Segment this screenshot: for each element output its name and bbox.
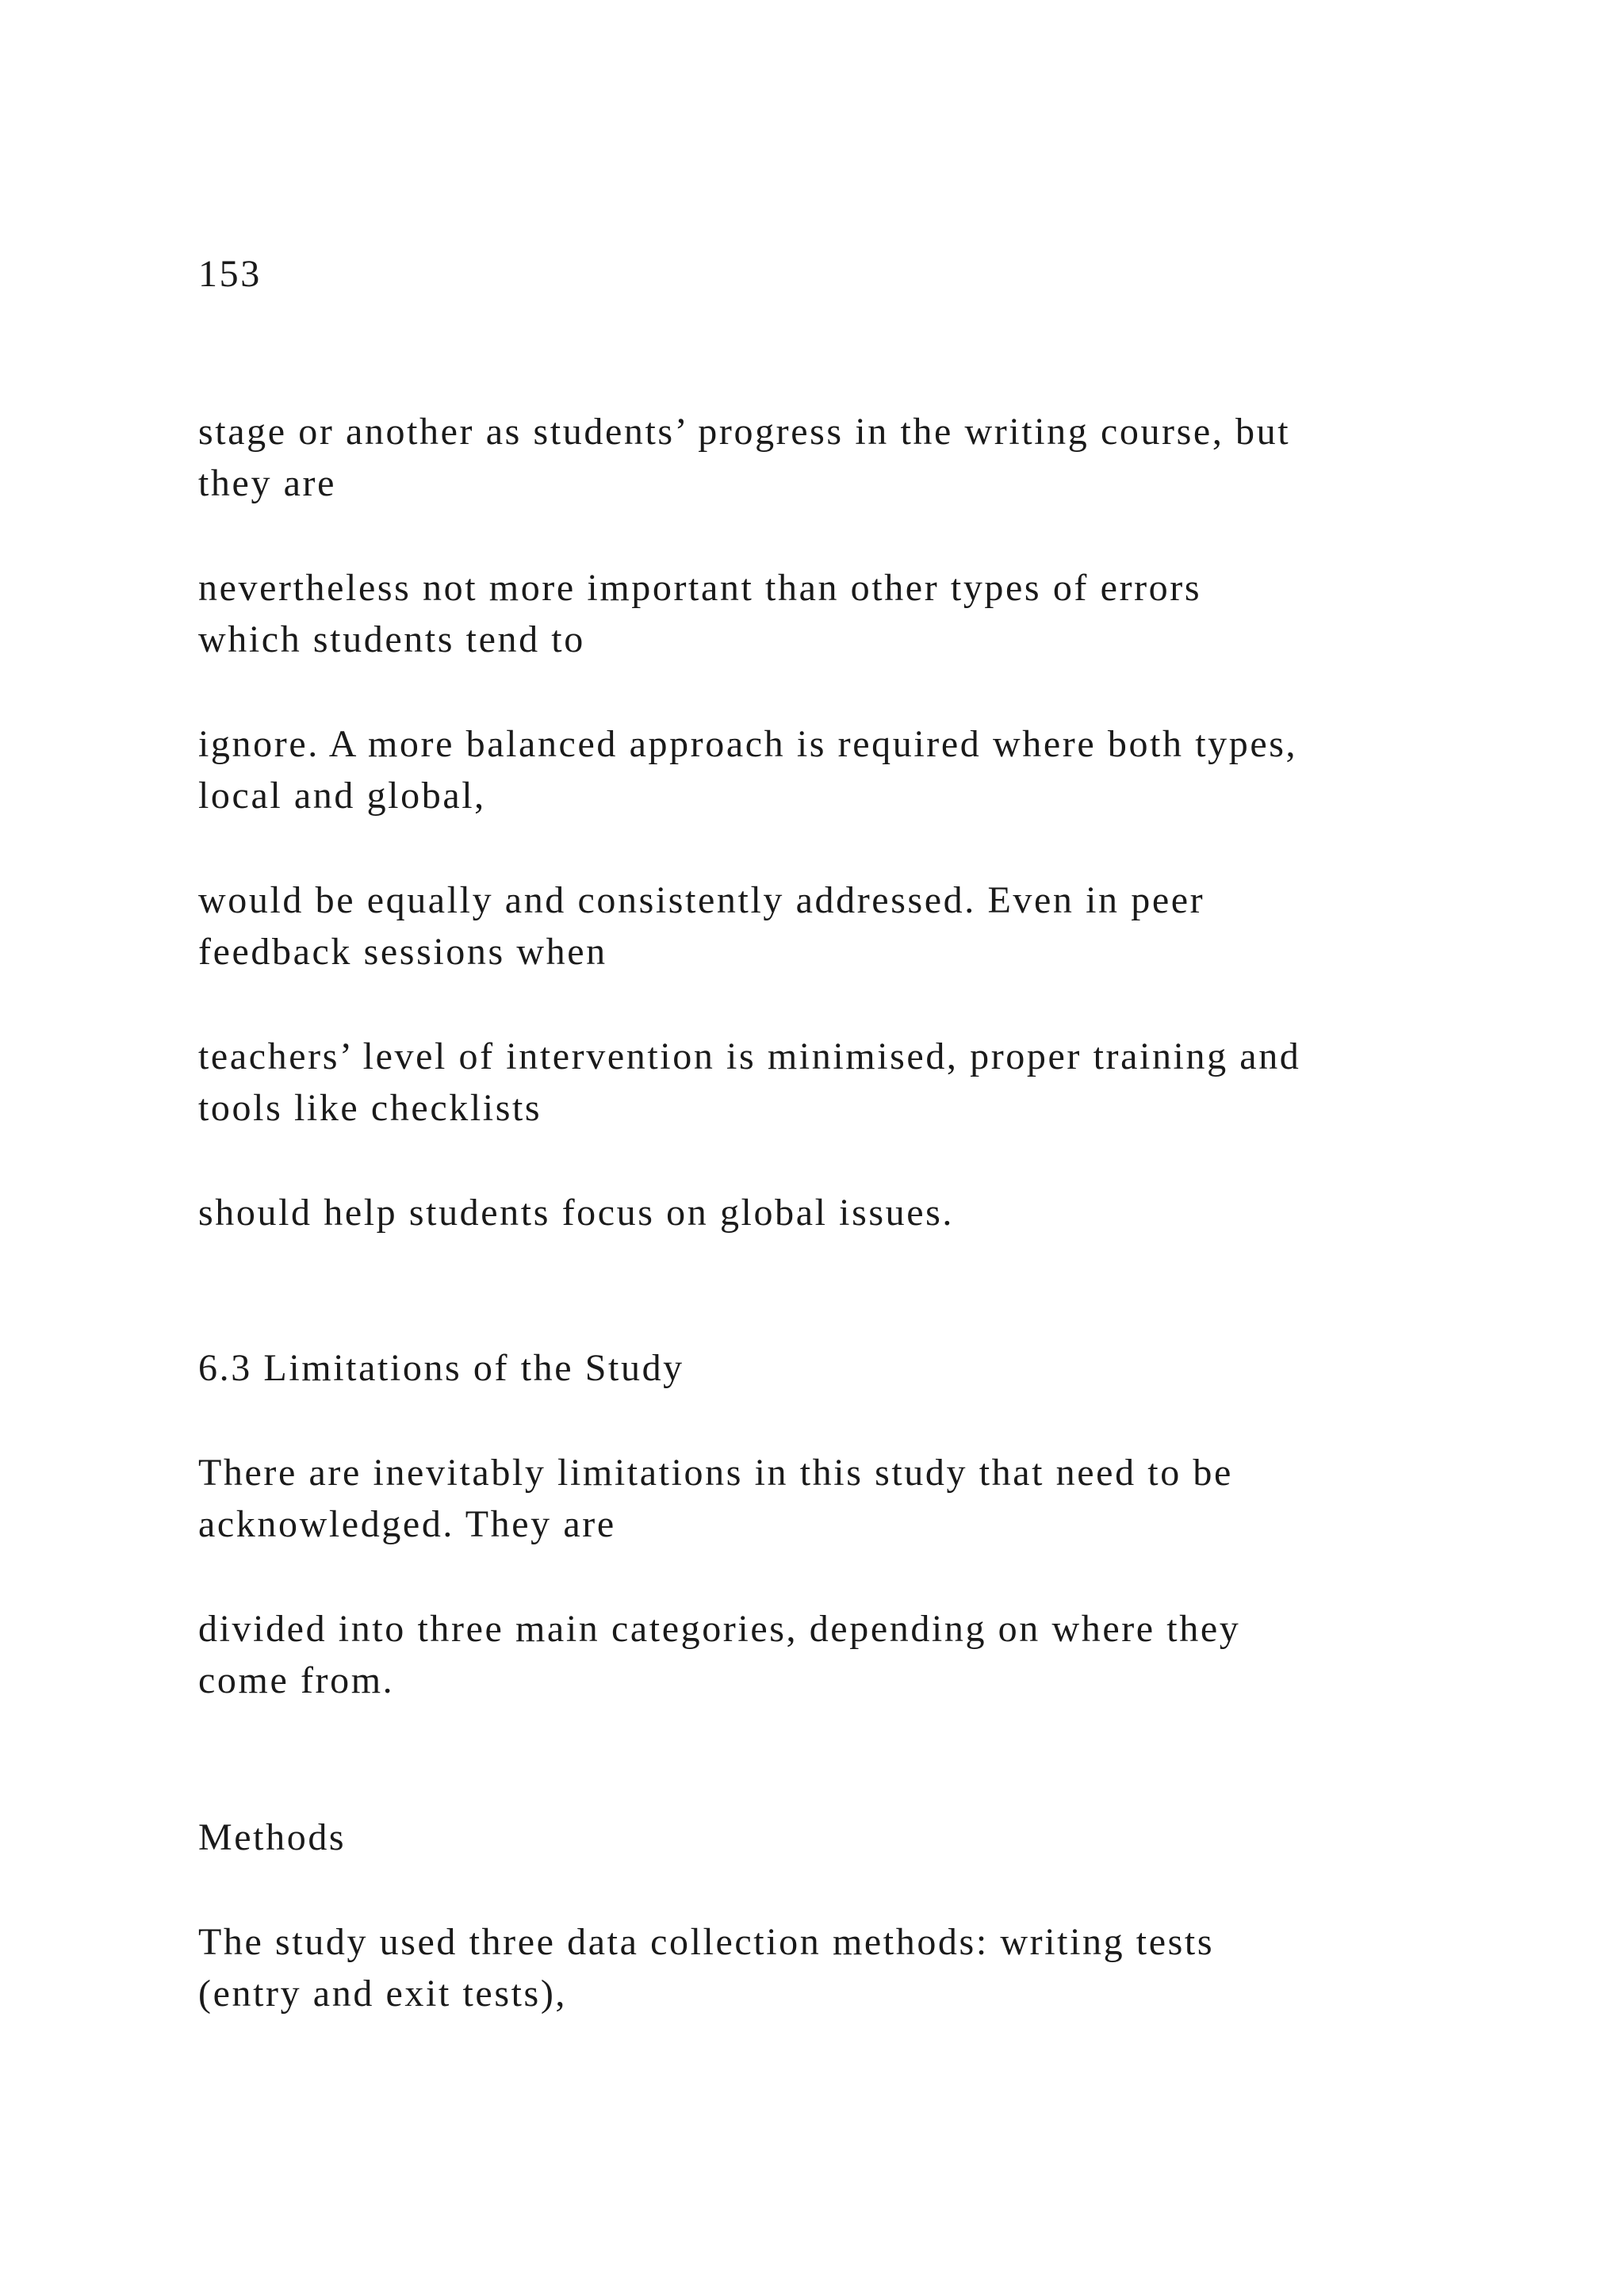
- section-heading: 6.3 Limitations of the Study: [198, 1347, 684, 1389]
- paragraph-line: should help students focus on global issues.: [198, 1192, 955, 1234]
- paragraph-line: stage or another as students’ progress in the writing course, but: [198, 411, 1291, 453]
- paragraph-line: would be equally and consistently addressed. Even in peer: [198, 879, 1205, 921]
- paragraph-line: local and global,: [198, 775, 486, 817]
- paragraph-line: There are inevitably limitations in this study that need to be: [198, 1452, 1233, 1494]
- paragraph-line: divided into three main categories, depending on where they: [198, 1608, 1241, 1650]
- page-number: 153: [198, 253, 262, 295]
- paragraph-line: ignore. A more balanced approach is required where both types,: [198, 723, 1298, 765]
- paragraph-line: which students tend to: [198, 618, 585, 660]
- subheading: Methods: [198, 1816, 347, 1858]
- paragraph-line: feedback sessions when: [198, 931, 607, 973]
- paragraph-line: The study used three data collection methods: writing tests: [198, 1921, 1215, 1963]
- paragraph-line: teachers’ level of intervention is minimised, proper training and: [198, 1035, 1301, 1077]
- paragraph-line: come from.: [198, 1659, 395, 1701]
- paragraph-line: (entry and exit tests),: [198, 1973, 568, 2015]
- paragraph-line: tools like checklists: [198, 1087, 542, 1129]
- paragraph-line: they are: [198, 462, 337, 504]
- paragraph-line: nevertheless not more important than other types of errors: [198, 567, 1202, 609]
- paragraph-line: acknowledged. They are: [198, 1503, 616, 1545]
